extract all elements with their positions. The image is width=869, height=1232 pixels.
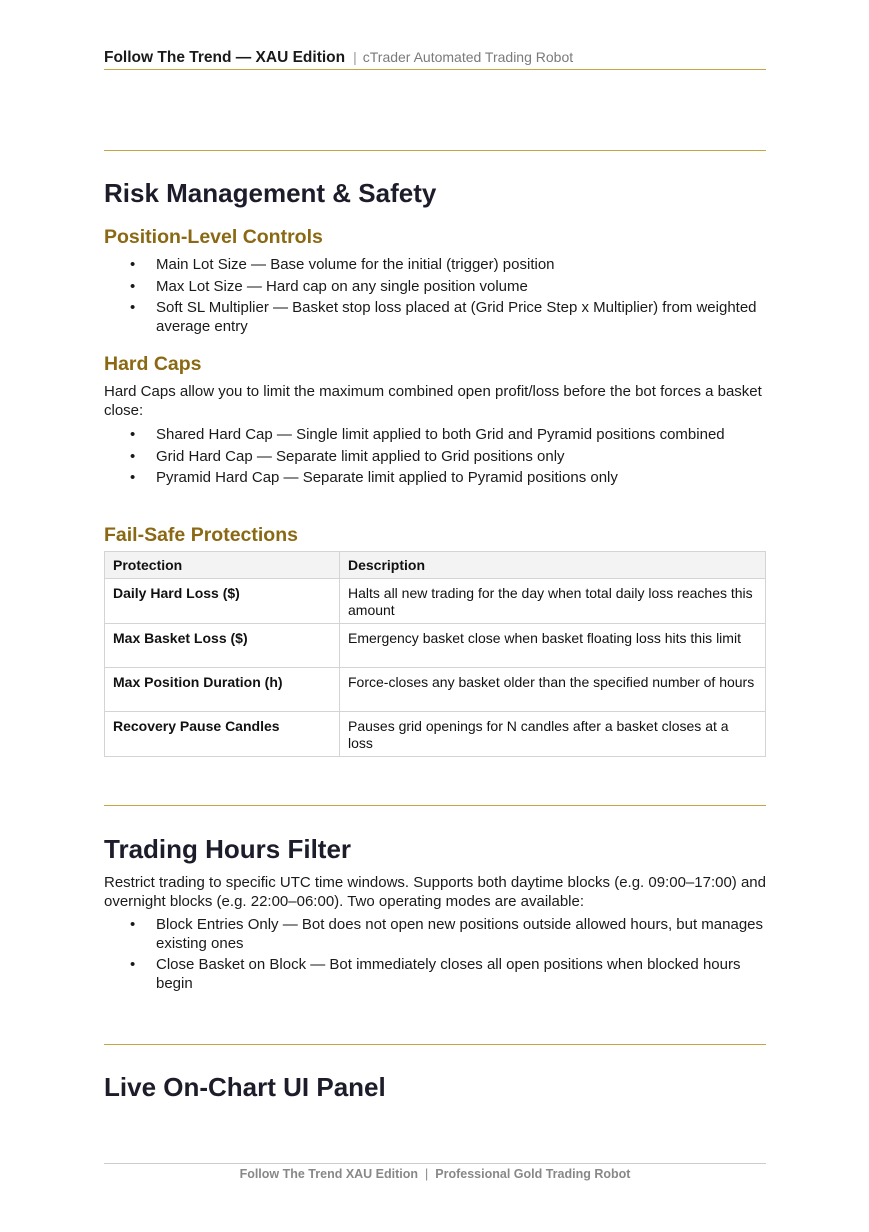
table-row bbox=[105, 624, 766, 668]
section-divider bbox=[104, 150, 766, 151]
section-divider bbox=[104, 1044, 766, 1045]
protection-description: Pauses grid openings for N candles after a basket closes at a loss bbox=[340, 712, 766, 757]
section-title-risk: Risk Management & Safety bbox=[104, 178, 437, 208]
trading-hours-list bbox=[104, 916, 766, 996]
list-item: • Soft SL Multiplier — Basket stop loss placed at (Grid Price Step x Multiplier) from weighted average entry bbox=[130, 299, 757, 335]
protection-name: Recovery Pause Candles bbox=[105, 712, 340, 757]
subsection-title-position-controls: Position-Level Controls bbox=[104, 226, 323, 248]
table-row bbox=[105, 579, 766, 624]
list-item: • Shared Hard Cap — Single limit applied to both Grid and Pyramid positions combined bbox=[130, 426, 725, 443]
protection-name: Max Basket Loss ($) bbox=[105, 624, 340, 668]
page-footer bbox=[104, 1163, 766, 1181]
section-title-ui-panel: Live On-Chart UI Panel bbox=[104, 1072, 386, 1102]
header-separator: | bbox=[353, 49, 357, 65]
table-row bbox=[105, 712, 766, 757]
header-subtitle: cTrader Automated Trading Robot bbox=[362, 49, 574, 65]
protection-description: Emergency basket close when basket floating loss hits this limit bbox=[340, 624, 766, 668]
list-item: • Max Lot Size — Hard cap on any single position volume bbox=[130, 277, 528, 295]
list-item: • Close Basket on Block — Bot immediately closes all open positions when blocked hours begin bbox=[130, 956, 741, 992]
position-controls-list bbox=[104, 256, 766, 339]
list-item: • Pyramid Hard Cap — Separate limit applied to Pyramid positions only bbox=[130, 469, 618, 486]
header-brand: Follow The Trend — XAU Edition bbox=[104, 49, 346, 66]
table-row bbox=[105, 668, 766, 712]
protection-name: Daily Hard Loss ($) bbox=[105, 579, 340, 624]
footer-left: Follow The Trend XAU Edition bbox=[239, 1167, 419, 1181]
list-item: • Main Lot Size — Base volume for the initial (trigger) position bbox=[130, 256, 555, 273]
subsection-title-hard-caps: Hard Caps bbox=[104, 353, 202, 375]
fail-safe-table bbox=[104, 551, 766, 757]
column-header-description: Description bbox=[340, 552, 766, 579]
protection-description: Force-closes any basket older than the specified number of hours bbox=[340, 668, 766, 712]
protection-description: Halts all new trading for the day when total daily loss reaches this amount bbox=[340, 579, 766, 624]
section-title-trading-hours: Trading Hours Filter bbox=[104, 834, 352, 864]
table-header-row bbox=[105, 552, 766, 579]
list-item: • Block Entries Only — Bot does not open new positions outside allowed hours, but manages existing ones bbox=[130, 916, 764, 952]
subsection-title-fail-safe: Fail-Safe Protections bbox=[104, 524, 298, 546]
section-divider bbox=[104, 805, 766, 806]
hard-caps-intro: Hard Caps allow you to limit the maximum combined open profit/loss before the bot forces a basket close: bbox=[104, 383, 762, 419]
protection-name: Max Position Duration (h) bbox=[105, 668, 340, 712]
hard-caps-list bbox=[104, 426, 766, 491]
footer-separator: | bbox=[425, 1167, 429, 1181]
page-header bbox=[104, 49, 766, 70]
column-header-protection: Protection bbox=[105, 552, 340, 579]
list-item: • Grid Hard Cap — Separate limit applied to Grid positions only bbox=[130, 447, 565, 465]
footer-right: Professional Gold Trading Robot bbox=[435, 1167, 631, 1181]
trading-hours-intro: Restrict trading to specific UTC time windows. Supports both daytime blocks (e.g. 09:00–17:00) and overnight blocks (e.g. 22:00–06:00). Two operating modes are available: bbox=[104, 874, 766, 910]
